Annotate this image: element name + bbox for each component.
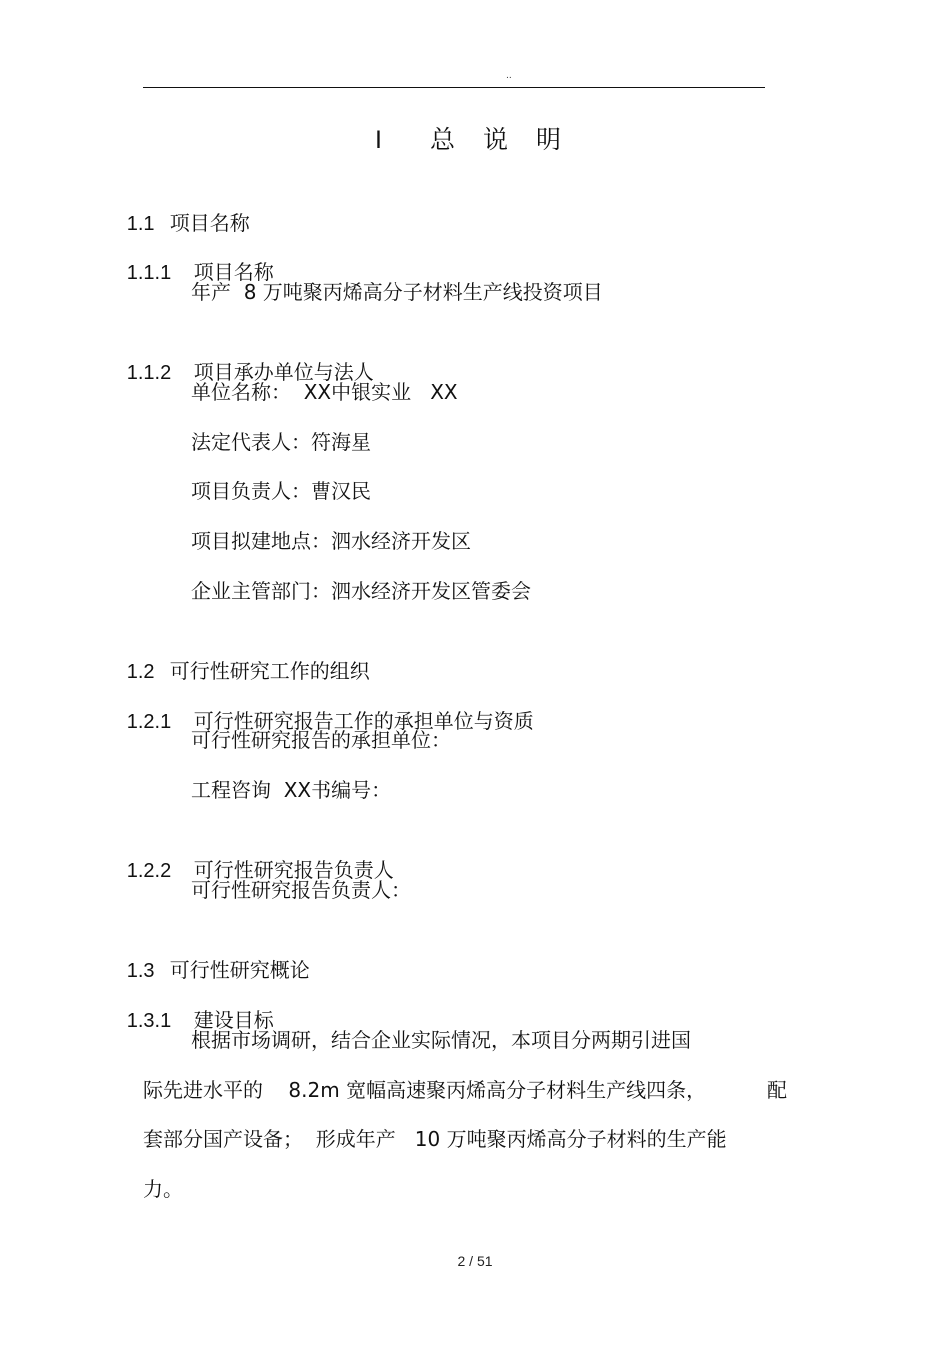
paragraph-line-2: 际先进水平的 8.2m 宽幅高速聚丙烯高分子材料生产线四条， — [143, 1078, 707, 1102]
heading-number: 1.1.1 — [126, 262, 172, 284]
title-char-2: 说 — [482, 125, 508, 154]
project-lead-text: 项目负责人：曹汉民 — [191, 479, 371, 503]
site-text: 项目拟建地点：泗水经济开发区 — [191, 529, 471, 553]
unit-name-text: 单位名称： XX中银实业 XX — [191, 380, 458, 404]
project-name-text: 年产 8 万吨聚丙烯高分子材料生产线投资项目 — [191, 280, 603, 304]
paragraph-line-3: 套部分国产设备； 形成年产 10 万吨聚丙烯高分子材料的生产能 — [143, 1127, 727, 1151]
heading-text: 项目名称 — [169, 211, 250, 235]
title-char-3: 明 — [535, 125, 561, 154]
paragraph-line-2-end: 配 — [767, 1078, 787, 1102]
authority-text: 企业主管部门：泗水经济开发区管委会 — [191, 579, 531, 603]
header-rule — [143, 87, 765, 88]
header-mark: .. — [506, 71, 512, 81]
title-char-1: 总 — [429, 125, 455, 154]
heading-number: 1.2.2 — [126, 860, 172, 882]
heading-number: 1.2.1 — [126, 711, 172, 733]
title-number: I — [375, 126, 382, 154]
heading-text: 可行性研究概论 — [169, 958, 310, 982]
heading-text: 可行性研究报告负责人 — [193, 858, 394, 882]
heading-text: 可行性研究工作的组织 — [169, 659, 370, 683]
paragraph-line-4: 力。 — [143, 1177, 183, 1201]
heading-number: 1.3.1 — [126, 1010, 172, 1032]
page-number: 2 / 51 — [457, 1253, 493, 1269]
report-unit-text: 可行性研究报告的承担单位： — [191, 728, 451, 752]
report-lead-text: 可行性研究报告负责人： — [191, 878, 411, 902]
heading-number: 1.3 — [126, 960, 155, 982]
certificate-text: 工程咨询 XX书编号： — [191, 778, 392, 802]
heading-number: 1.1 — [126, 213, 155, 235]
heading-text: 可行性研究报告工作的承担单位与资质 — [193, 709, 534, 733]
heading-text: 建设目标 — [193, 1008, 274, 1032]
page-title — [0, 122, 950, 158]
heading-number: 1.1.2 — [126, 362, 172, 384]
legal-rep-text: 法定代表人：符海星 — [191, 430, 371, 454]
heading-text: 项目承办单位与法人 — [193, 360, 374, 384]
paragraph-line-1: 根据市场调研，结合企业实际情况，本项目分两期引进国 — [191, 1028, 691, 1052]
heading-number: 1.2 — [126, 661, 155, 683]
heading-text: 项目名称 — [193, 260, 274, 284]
